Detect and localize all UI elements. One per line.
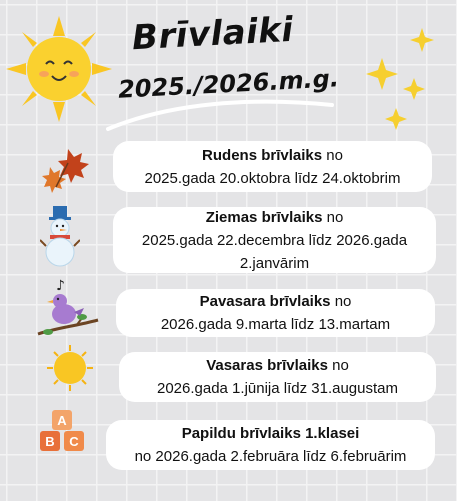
first-grade-break-card [106, 420, 435, 470]
autumn-break-title-line [202, 144, 343, 167]
winter-break-dates-line2: 2.janvārim [239, 254, 310, 272]
first-grade-break-title-line [182, 422, 360, 445]
svg-text:C: C [69, 434, 79, 449]
summer-break-name: Vasaras brīvlaiks [206, 357, 328, 374]
winter-break-suffix: no [322, 208, 344, 226]
autumn-break-suffix: no [322, 146, 343, 164]
svg-text:A: A [57, 413, 67, 428]
page-title: Brīvlaiki [131, 9, 295, 59]
spring-break-title-line [200, 290, 352, 313]
school-year-subtitle: 2025./2026.m.g. [117, 64, 340, 104]
summer-break-title-line [206, 354, 349, 377]
abc-blocks-icon [38, 408, 88, 453]
winter-break-name: Ziemas brīvlaiks [205, 208, 323, 226]
first-grade-break-name: Papildu brīvlaiks 1.klasei [181, 425, 360, 442]
spring-break-suffix: no [330, 293, 352, 310]
summer-break-suffix: no [327, 357, 349, 374]
autumn-break-card [113, 141, 432, 192]
svg-text:♪: ♪ [56, 278, 65, 294]
autumn-break-dates: 2025.gada 20.oktobra līdz 24.oktobrim [144, 169, 401, 187]
winter-break-dates-line1: 2025.gada 22.decembra līdz 2026.gada [141, 231, 408, 249]
winter-break-card [113, 207, 436, 273]
spring-break-name: Pavasara brīvlaiks [199, 293, 331, 310]
summer-break-dates: 2026.gada 1.jūnija līdz 31.augustam [156, 380, 398, 397]
bird-on-branch-icon [36, 276, 100, 346]
smiling-sun-icon [4, 14, 114, 124]
first-grade-break-dates: no 2026.gada 2.februāra līdz 6.februārim [134, 448, 407, 465]
autumn-leaves-icon [38, 143, 93, 193]
spring-break-card [116, 289, 435, 337]
sparkles-icon [360, 20, 440, 130]
summer-break-card [119, 352, 436, 402]
spring-break-dates: 2026.gada 9.marta līdz 13.martam [160, 316, 391, 333]
svg-text:B: B [45, 434, 55, 449]
sun-icon [46, 344, 94, 392]
winter-break-title-line [206, 206, 344, 229]
autumn-break-name: Rudens brīvlaiks [202, 146, 323, 164]
title-underline-swoosh [100, 95, 340, 135]
snowman-icon [40, 206, 80, 268]
